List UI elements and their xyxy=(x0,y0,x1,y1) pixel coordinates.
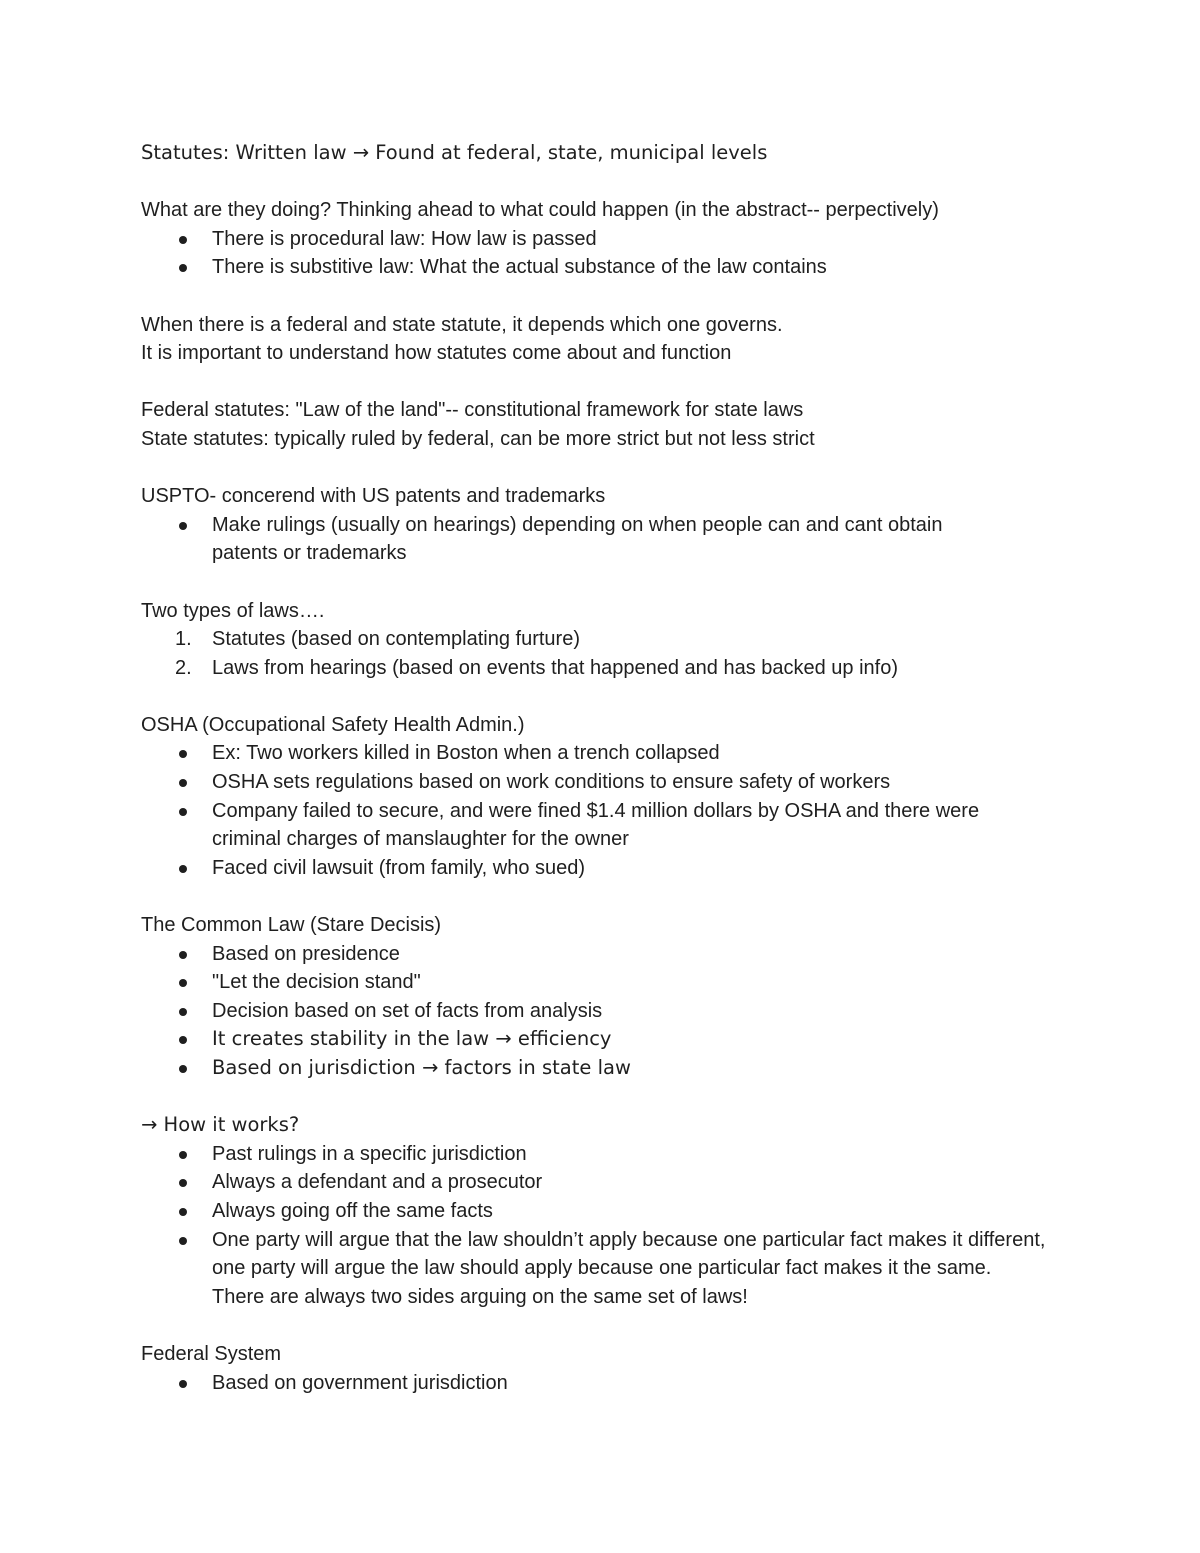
state-statutes-line: State statutes: typically ruled by federal, can be more strict but not less strict xyxy=(141,427,815,450)
federal-system-heading: Federal System xyxy=(141,1342,282,1365)
two-types-list xyxy=(141,625,1061,682)
statutes-heading: Statutes: Written law → Found at federal, state, municipal levels xyxy=(141,141,768,164)
common-law-heading: The Common Law (Stare Decisis) xyxy=(141,914,442,937)
how-it-works-list xyxy=(141,1140,1061,1312)
spacer xyxy=(141,1083,1061,1112)
list-number: 2. xyxy=(175,656,192,679)
how-it-works-heading: → How it works? xyxy=(141,1113,300,1137)
list-item: Based on jurisdiction → factors in state law xyxy=(141,1054,1061,1083)
list-item: "Let the decision stand" xyxy=(141,968,1061,997)
spacer xyxy=(141,454,1061,483)
list-item xyxy=(141,654,1061,683)
list-item: Based on government jurisdiction xyxy=(141,1369,1061,1398)
federal-statutes-line: Federal statutes: "Law of the land"-- constitutional framework for state laws xyxy=(141,399,804,422)
list-item: Always going off the same facts xyxy=(141,1197,1061,1226)
list-item: Company failed to secure, and were fined $1.4 million dollars by OSHA and there were criminal charges of manslaughter for the owner xyxy=(141,797,1042,854)
spacer xyxy=(141,568,1061,597)
list-item-text: Statutes (based on contemplating furture) xyxy=(212,628,580,651)
spacer xyxy=(141,882,1061,911)
uspto-list xyxy=(141,511,1061,568)
document-page xyxy=(141,139,1061,1397)
statutes-list xyxy=(141,225,1061,282)
statutes-what-line: What are they doing? Thinking ahead to what could happen (in the abstract-- perpectively) xyxy=(141,199,939,222)
spacer xyxy=(141,1311,1061,1340)
statutes-governs-line: When there is a federal and state statute, it depends which one governs. xyxy=(141,313,783,336)
list-item: One party will argue that the law shouldn’t apply because one particular fact makes it different, one party will argue the law should apply because one particular fact makes it the same. There are always two sides arguing on the same set of laws! xyxy=(141,1226,1047,1312)
osha-list xyxy=(141,739,1061,882)
list-item: Past rulings in a specific jurisdiction xyxy=(141,1140,1061,1169)
list-item: Decision based on set of facts from analysis xyxy=(141,997,1061,1026)
list-item: It creates stability in the law → efficiency xyxy=(141,1025,1061,1054)
federal-system-list xyxy=(141,1369,1061,1398)
common-law-list xyxy=(141,940,1061,1083)
list-item xyxy=(141,625,1061,654)
spacer xyxy=(141,682,1061,711)
statutes-important-line: It is important to understand how statutes come about and function xyxy=(141,342,732,365)
spacer xyxy=(141,282,1061,311)
list-item: There is substitive law: What the actual substance of the law contains xyxy=(141,253,1061,282)
spacer xyxy=(141,168,1061,197)
list-item: Faced civil lawsuit (from family, who sued) xyxy=(141,854,1061,883)
list-item: There is procedural law: How law is passed xyxy=(141,225,1061,254)
list-item: Based on presidence xyxy=(141,940,1061,969)
list-item: Always a defendant and a prosecutor xyxy=(141,1168,1061,1197)
list-item: OSHA sets regulations based on work conditions to ensure safety of workers xyxy=(141,768,1061,797)
list-item: Make rulings (usually on hearings) depending on when people can and cant obtain patents or trademarks xyxy=(141,511,1002,568)
list-item-text: Laws from hearings (based on events that happened and has backed up info) xyxy=(212,656,899,679)
uspto-heading: USPTO- concerend with US patents and trademarks xyxy=(141,485,606,508)
osha-heading: OSHA (Occupational Safety Health Admin.) xyxy=(141,713,525,736)
list-item: Ex: Two workers killed in Boston when a trench collapsed xyxy=(141,739,1061,768)
spacer xyxy=(141,368,1061,397)
two-types-heading: Two types of laws…. xyxy=(141,599,325,622)
list-number: 1. xyxy=(175,628,192,651)
